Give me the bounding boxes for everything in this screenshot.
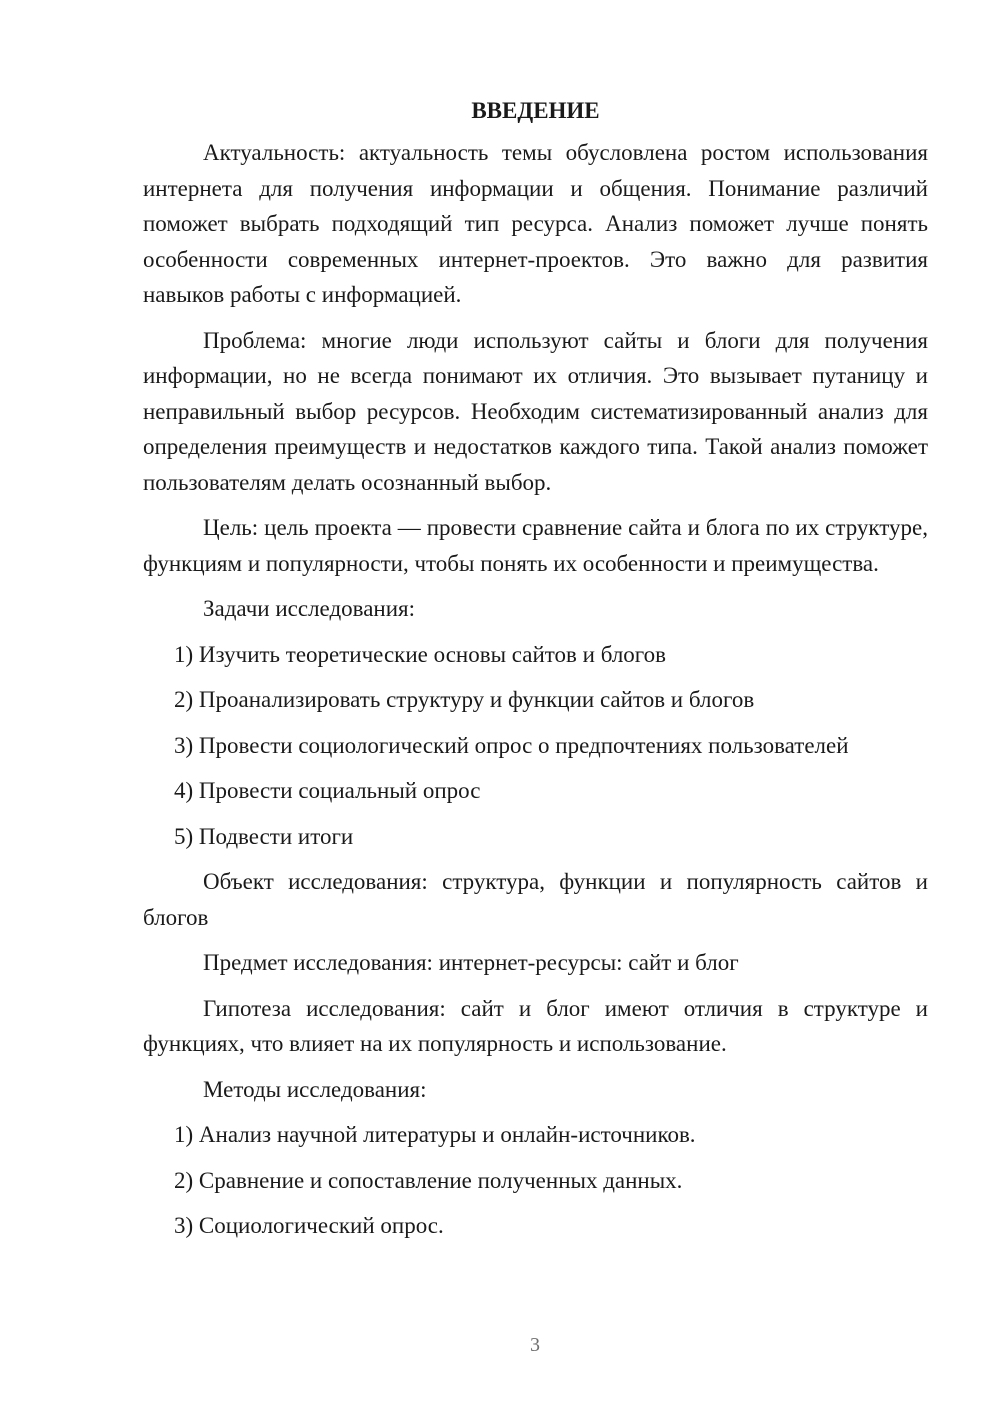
relevance-paragraph: Актуальность: актуальность темы обусловлена ростом использования интернета для получения информации и общения. Понимание различий поможет выбрать подходящий тип ресурса. Анализ поможет лучше понять особенности современных интернет-проектов. Это важно для развития навыков работы с информацией. <box>143 140 928 307</box>
problem-paragraph: Проблема: многие люди используют сайты и блоги для получения информации, но не всегда понимают их отличия. Это вызывает путаницу и неправильный выбор ресурсов. Необходим систематизированный анализ для определения преимуществ и недостатков каждого типа. Такой анализ поможет пользователям делать осознанный выбор. <box>143 327 928 495</box>
page-number: 3 <box>530 1334 540 1356</box>
methods-label: Методы исследования: <box>203 1076 427 1102</box>
task-item: 2) Проанализировать структуру и функции сайтов и блогов <box>174 687 755 712</box>
section-title: ВВЕДЕНИЕ <box>471 98 600 123</box>
method-item: 1) Анализ научной литературы и онлайн-источников. <box>174 1122 696 1147</box>
hypothesis-paragraph: Гипотеза исследования: сайт и блог имеют отличия в структуре и функциях, что влияет на их популярность и использование. <box>143 995 928 1056</box>
task-item: 3) Провести социологический опрос о предпочтениях пользователей <box>174 732 849 758</box>
goal-paragraph: Цель: цель проекта — провести сравнение сайта и блога по их структуре, функциям и популярности, чтобы понять их особенности и преимущества. <box>143 515 928 576</box>
method-item: 2) Сравнение и сопоставление полученных данных. <box>174 1167 683 1193</box>
task-item: 1) Изучить теоретические основы сайтов и блогов <box>174 641 667 667</box>
task-item: 4) Провести социальный опрос <box>174 778 481 803</box>
methods-list <box>143 1117 928 1244</box>
page-content <box>143 96 928 1254</box>
task-item: 5) Подвести итоги <box>174 823 354 849</box>
object-paragraph: Объект исследования: структура, функции и популярность сайтов и блогов <box>143 869 928 930</box>
subject-paragraph: Предмет исследования: интернет-ресурсы: сайт и блог <box>203 950 739 975</box>
tasks-list <box>143 637 928 855</box>
method-item: 3) Социологический опрос. <box>174 1213 444 1238</box>
tasks-label: Задачи исследования: <box>203 596 416 621</box>
